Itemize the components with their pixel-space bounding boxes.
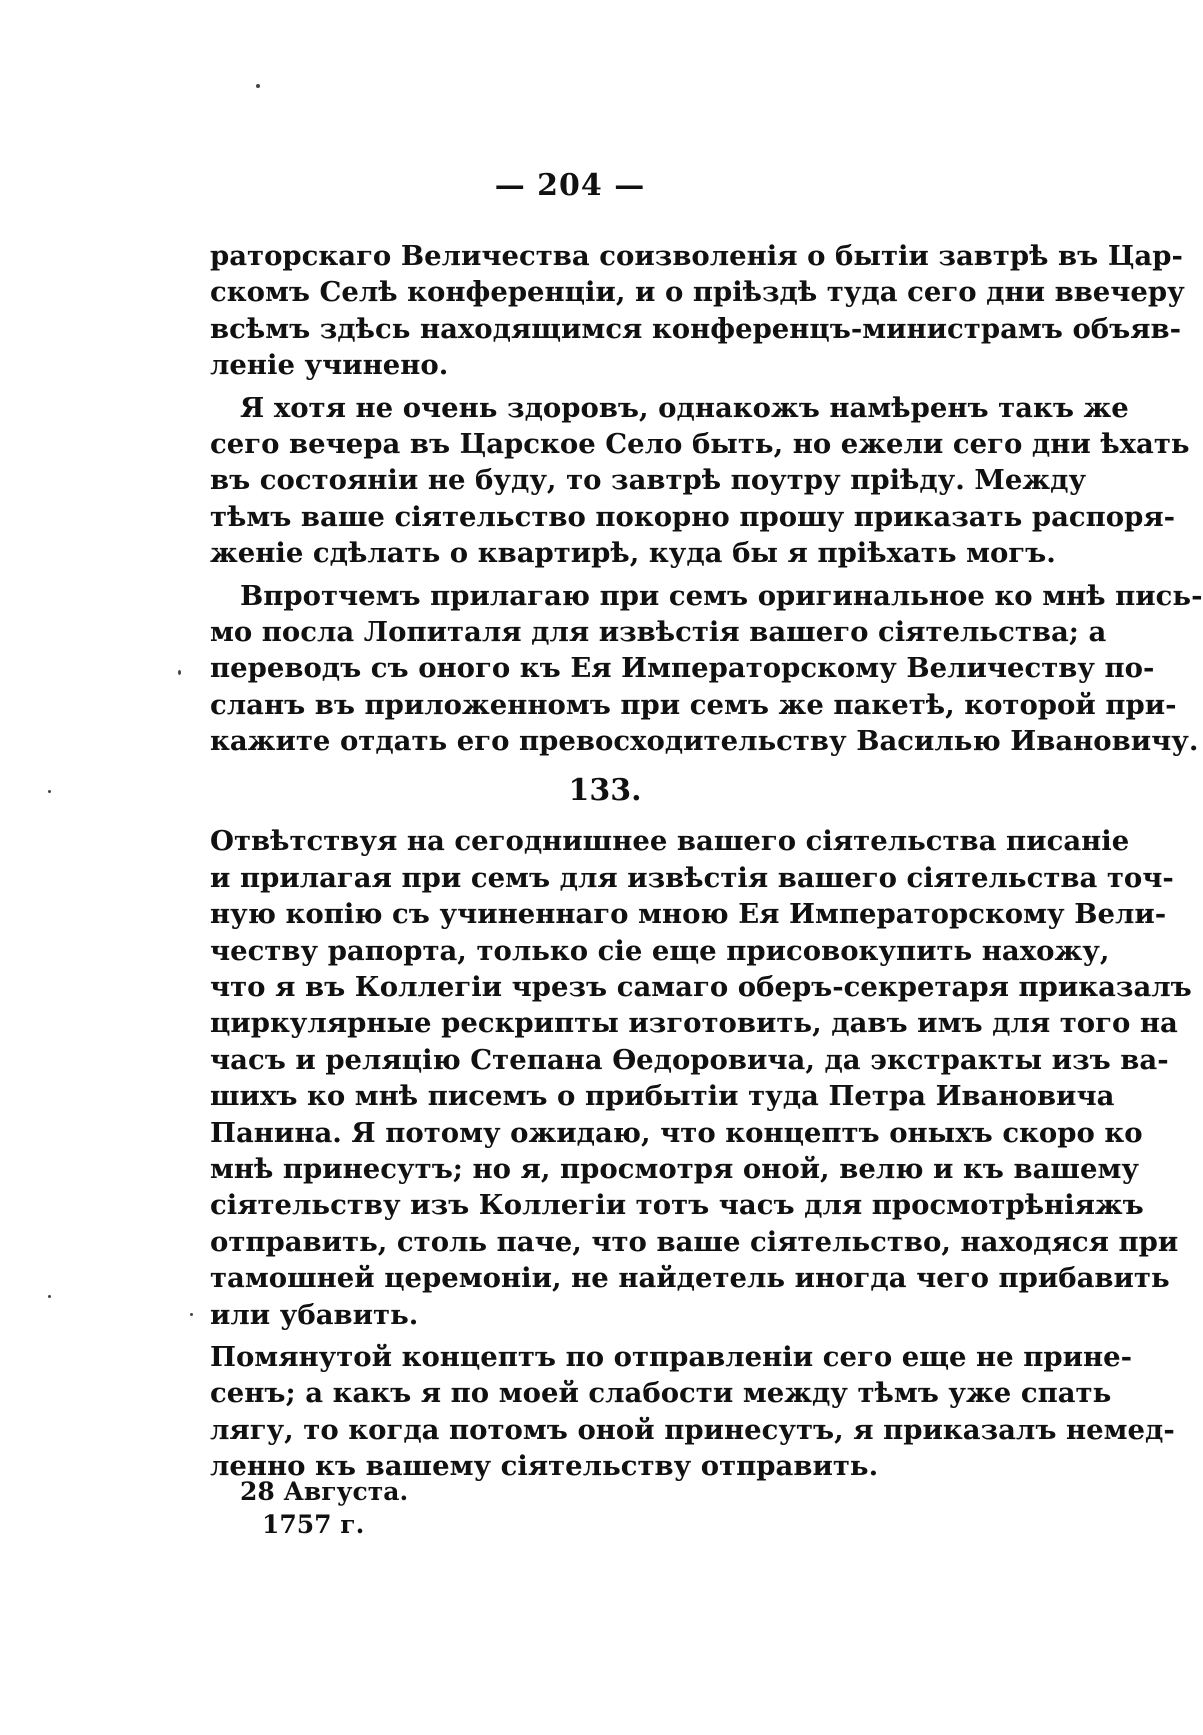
- text-line: ную копію съ учиненнаго мною Ея Императорскому Вели-: [210, 898, 1167, 931]
- text-line: тамошней церемоніи, не найдетель иногда чего прибавить: [210, 1262, 1170, 1295]
- text-line: или убавить.: [210, 1298, 419, 1331]
- print-speck: [48, 790, 51, 793]
- text-line: скомъ Селѣ конференціи, и о пріѣздѣ туда сего дни ввечеру: [210, 276, 1185, 309]
- text-line: Впротчемъ прилагаю при семъ оригинальное ко мнѣ пись-: [240, 579, 1203, 612]
- text-line: честву рапорта, только сіе еще присовокупить нахожу,: [210, 934, 1110, 967]
- paragraph-3: [210, 578, 1203, 760]
- text-line: часъ и реляцію Степана Өедоровича, да экстракты изъ ва-: [210, 1043, 1169, 1076]
- text-line: мо посла Лопиталя для извѣстія вашего сіятельства; а: [210, 615, 1107, 648]
- text-line: Отвѣтствуя на сегоднишнее вашего сіятельства писаніе: [210, 825, 1130, 858]
- text-line: Помянутой концептъ по отправленіи сего еще не прине-: [210, 1340, 1133, 1373]
- print-speck: [190, 1313, 193, 1316]
- text-line: мнѣ принесутъ; но я, просмотря оной, велю и къ вашему: [210, 1152, 1139, 1185]
- text-line: и прилагая при семъ для извѣстія вашего сіятельства точ-: [210, 861, 1174, 894]
- text-line: раторскаго Величества соизволенія о бытіи завтрѣ въ Цар-: [210, 240, 1183, 272]
- text-line: отправить, столь паче, что ваше сіятельство, находяся при: [210, 1225, 1179, 1258]
- section-number: 133.: [568, 773, 642, 809]
- text-line: шихъ ко мнѣ писемъ о прибытіи туда Петра Ивановича: [210, 1080, 1115, 1113]
- section-paragraph-2: [210, 1339, 1175, 1485]
- print-speck: [48, 1295, 51, 1298]
- text-line: кажите отдать его превосходительству Василью Ивановичу.: [210, 725, 1199, 758]
- paragraph-1: [210, 238, 1185, 384]
- section-paragraph-1: [210, 823, 1192, 1332]
- text-line: сенъ; а какъ я по моей слабости между тѣмъ уже спать: [210, 1377, 1112, 1410]
- date-year: 1757 г.: [262, 1510, 365, 1539]
- text-line: леніе учинено.: [210, 349, 449, 382]
- text-line: сіятельству изъ Коллегіи тотъ часъ для просмотрѣніяжъ: [210, 1189, 1144, 1222]
- text-line: циркулярные рескрипты изготовить, давъ имъ для того на: [210, 1007, 1178, 1040]
- text-line: сего вечера въ Царское Село быть, но ежели сего дни ѣхать: [210, 427, 1190, 460]
- text-line: ленно къ вашему сіятельству отправить.: [210, 1450, 879, 1483]
- page-number: — 204 —: [494, 168, 646, 203]
- text-line: переводъ съ оного къ Ея Императорскому Величеству по-: [210, 652, 1155, 685]
- text-line: Панина. Я потому ожидаю, что концептъ оныхъ скоро ко: [210, 1116, 1143, 1149]
- text-line: Я хотя не очень здоровъ, однакожъ намѣренъ такъ же: [240, 391, 1129, 424]
- print-speck: [256, 84, 260, 88]
- text-line: въ состояніи не буду, то завтрѣ поутру пріѣду. Между: [210, 464, 1087, 497]
- paragraph-2: [210, 390, 1190, 572]
- date-day: 28 Августа.: [240, 1477, 409, 1506]
- text-line: тѣмъ ваше сіятельство покорно прошу приказать распоря-: [210, 500, 1176, 533]
- text-line: что я въ Коллегіи чрезъ самаго оберъ-секретаря приказалъ: [210, 971, 1192, 1004]
- text-line: сланъ въ приложенномъ при семъ же пакетѣ, которой при-: [210, 688, 1177, 721]
- print-speck: [178, 670, 181, 675]
- text-line: женіе сдѣлать о квартирѣ, куда бы я пріѣхать могъ.: [210, 537, 1056, 570]
- text-line: всѣмъ здѣсь находящимся конференцъ-министрамъ объяв-: [210, 312, 1182, 345]
- date-signature: [240, 1475, 408, 1541]
- text-line: лягу, то когда потомъ оной принесутъ, я приказалъ немед-: [210, 1413, 1175, 1446]
- main-text: [210, 238, 1203, 1485]
